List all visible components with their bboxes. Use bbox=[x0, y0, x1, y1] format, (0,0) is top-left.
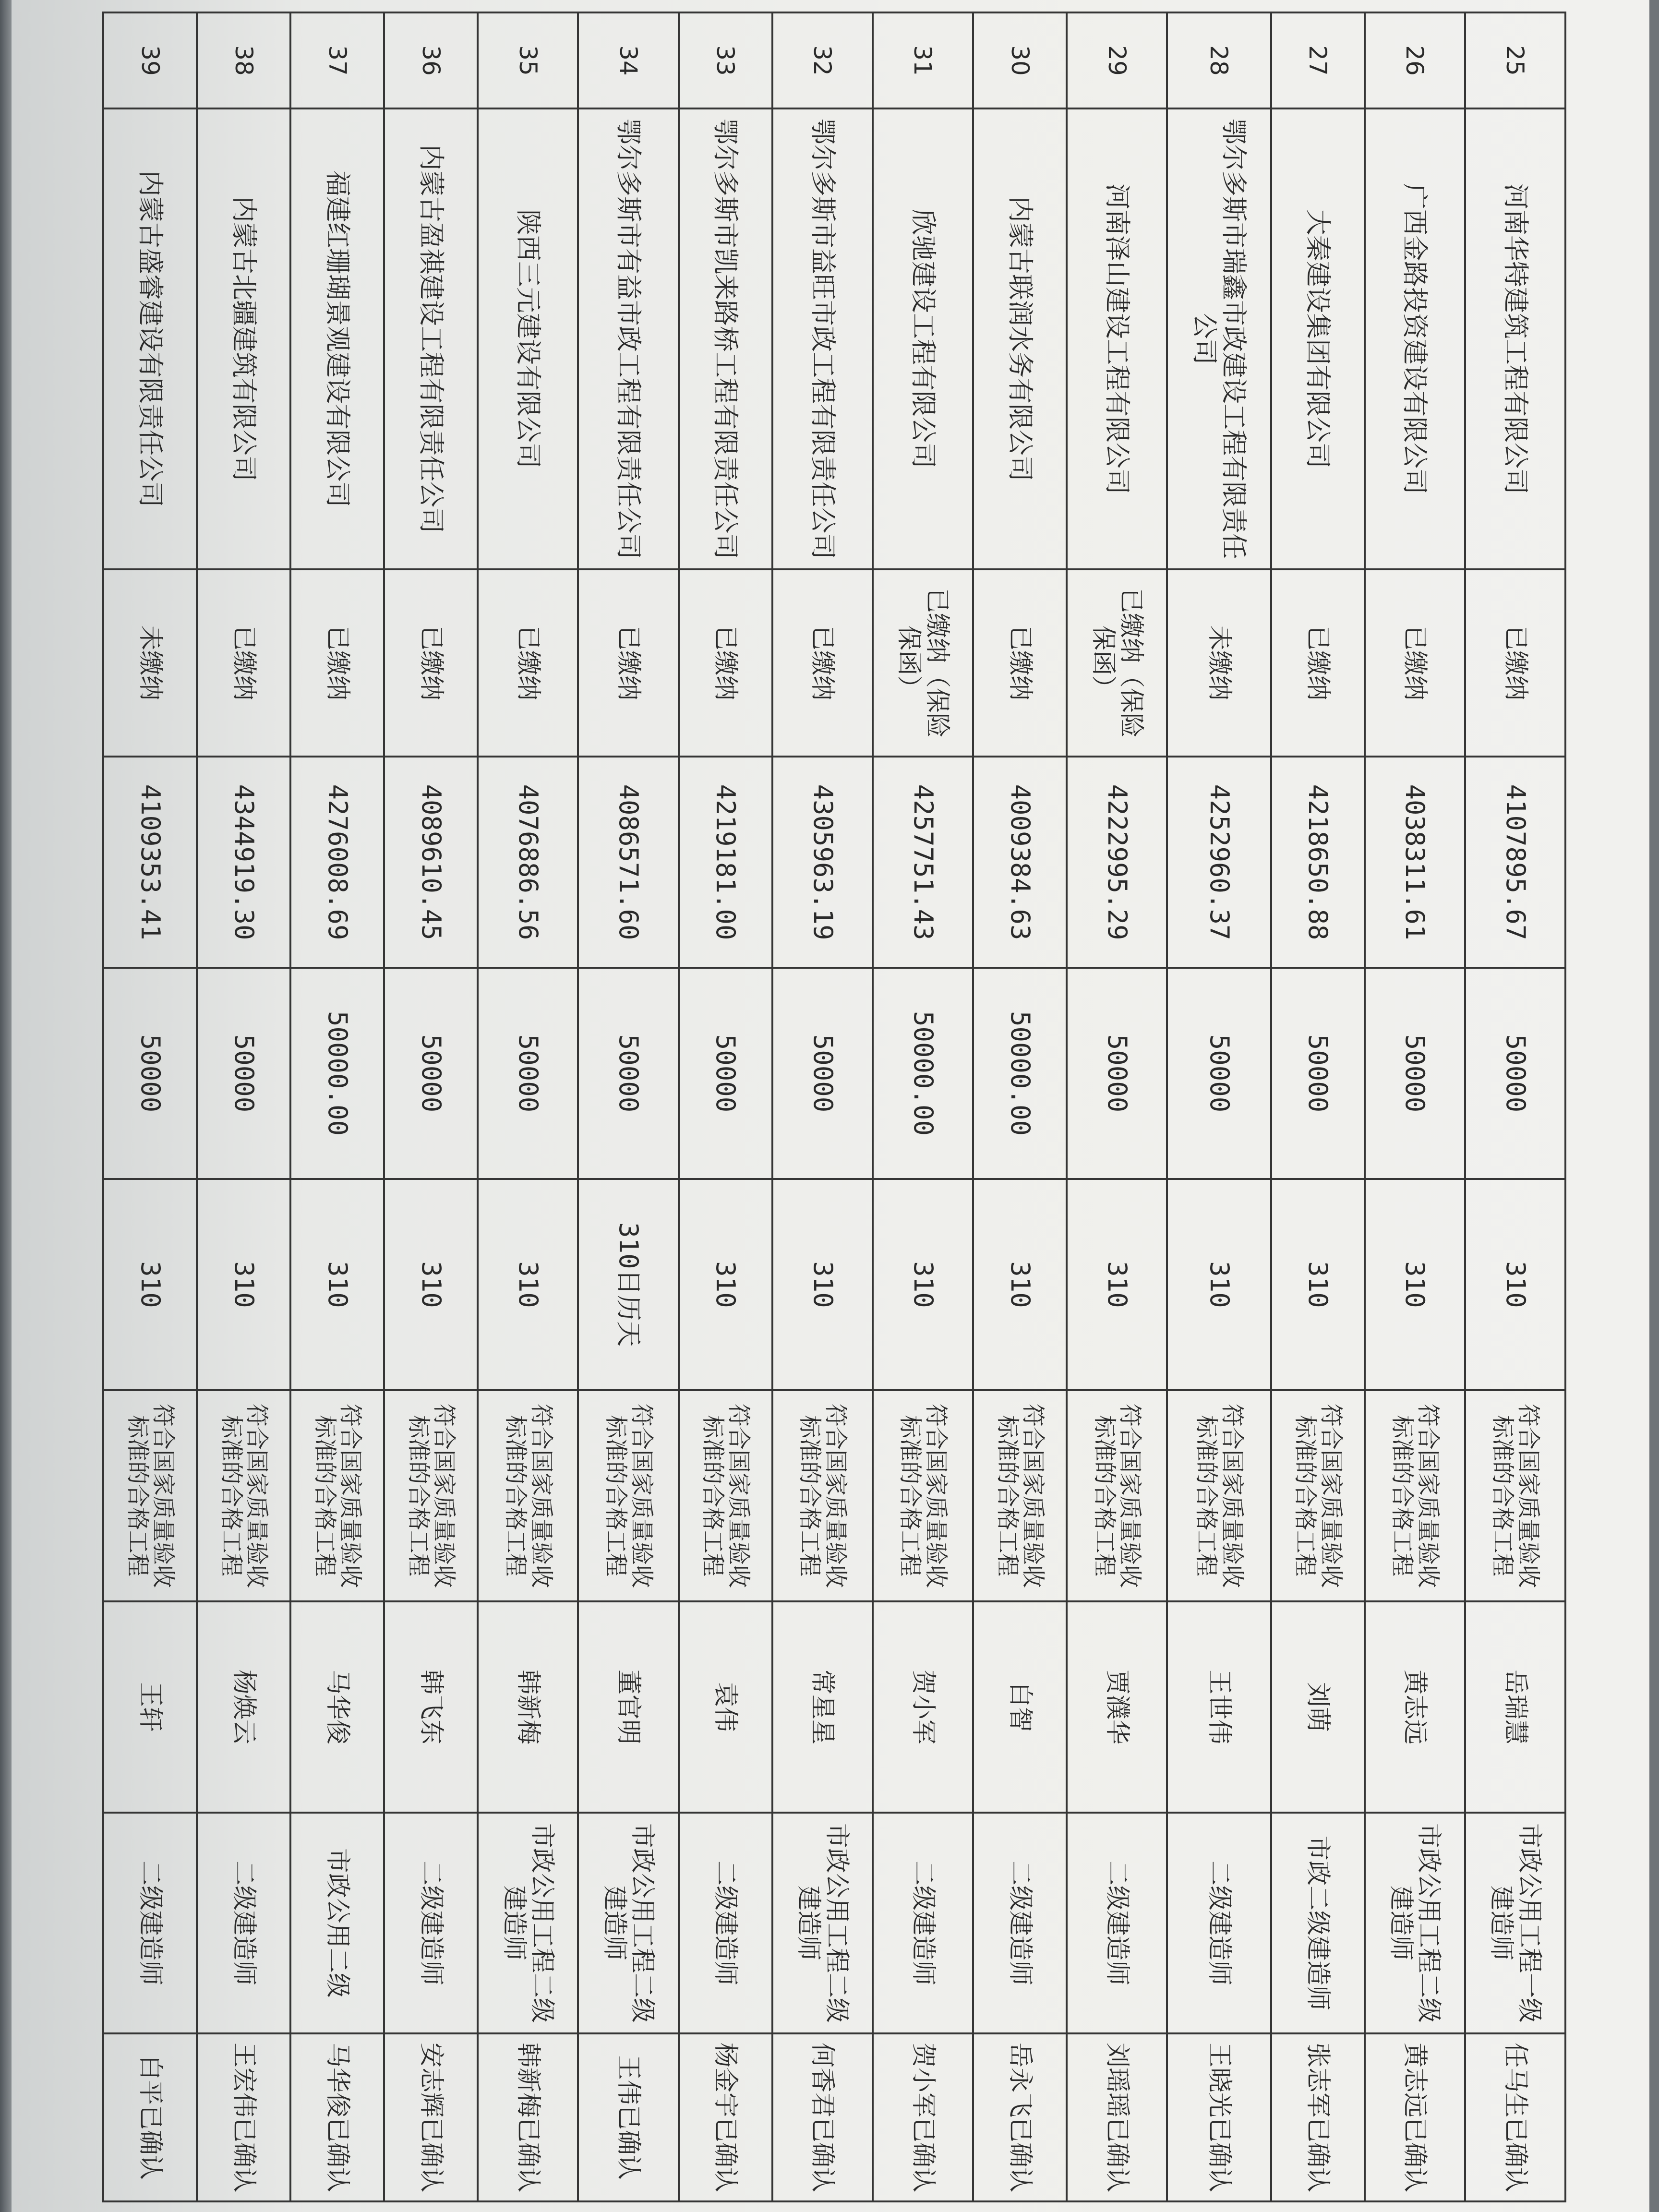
table-row bbox=[1067, 12, 1167, 2201]
manager-qualification: 市政公用二级 bbox=[290, 1813, 384, 2033]
quality-standard: 符合国家质量验收标准的合格工程 bbox=[772, 1390, 873, 1601]
project-manager: 贺小军 bbox=[873, 1601, 973, 1813]
quality-standard: 符合国家质量验收标准的合格工程 bbox=[578, 1390, 678, 1601]
company-name: 内蒙古北疆建筑有限公司 bbox=[197, 108, 290, 569]
company-name: 内蒙古盛睿建设有限责任公司 bbox=[103, 108, 197, 569]
deposit-payment-status: 已缴纳 bbox=[384, 569, 478, 757]
quality-standard: 符合国家质量验收标准的合格工程 bbox=[1271, 1390, 1365, 1601]
deposit-amount: 50000 bbox=[384, 968, 478, 1179]
table-row bbox=[873, 12, 973, 2201]
manager-qualification: 二级建造师 bbox=[873, 1813, 973, 2033]
company-name: 河南泽山建设工程有限公司 bbox=[1067, 108, 1167, 569]
confirmation: 黄志远已确认 bbox=[1365, 2033, 1465, 2201]
project-manager: 王世伟 bbox=[1167, 1601, 1271, 1813]
deposit-payment-status: 已缴纳 bbox=[478, 569, 578, 757]
table-row bbox=[1167, 12, 1271, 2201]
company-name: 福建红珊瑚景观建设有限公司 bbox=[290, 108, 384, 569]
construction-days: 310 bbox=[1067, 1179, 1167, 1390]
deposit-amount: 50000.00 bbox=[973, 968, 1067, 1179]
construction-days: 310 bbox=[772, 1179, 873, 1390]
bid-price: 4009384.63 bbox=[973, 757, 1067, 968]
table-row bbox=[679, 12, 772, 2201]
construction-days: 310 bbox=[290, 1179, 384, 1390]
table-row bbox=[578, 12, 678, 2201]
bid-results-table-rotated bbox=[102, 12, 1566, 2200]
construction-days: 310 bbox=[1167, 1179, 1271, 1390]
manager-qualification: 二级建造师 bbox=[103, 1813, 197, 2033]
confirmation: 安志辉已确认 bbox=[384, 2033, 478, 2201]
confirmation: 张志军已确认 bbox=[1271, 2033, 1365, 2201]
quality-standard: 符合国家质量验收标准的合格工程 bbox=[1167, 1390, 1271, 1601]
project-manager: 杨焕云 bbox=[197, 1601, 290, 1813]
deposit-amount: 50000.00 bbox=[290, 968, 384, 1179]
table-row bbox=[478, 12, 578, 2201]
construction-days: 310 bbox=[1271, 1179, 1365, 1390]
quality-standard: 符合国家质量验收标准的合格工程 bbox=[197, 1390, 290, 1601]
manager-qualification: 市政公用工程二级建造师 bbox=[478, 1813, 578, 2033]
manager-qualification: 二级建造师 bbox=[679, 1813, 772, 2033]
deposit-amount: 50000 bbox=[1271, 968, 1365, 1179]
row-number: 35 bbox=[478, 12, 578, 108]
confirmation: 王宏伟已确认 bbox=[197, 2033, 290, 2201]
deposit-payment-status: 已缴纳 bbox=[772, 569, 873, 757]
table-row bbox=[384, 12, 478, 2201]
quality-standard: 符合国家质量验收标准的合格工程 bbox=[478, 1390, 578, 1601]
construction-days: 310 bbox=[103, 1179, 197, 1390]
confirmation: 贺小军已确认 bbox=[873, 2033, 973, 2201]
deposit-payment-status: 已缴纳 bbox=[1365, 569, 1465, 757]
project-manager: 刘萌 bbox=[1271, 1601, 1365, 1813]
quality-standard: 符合国家质量验收标准的合格工程 bbox=[1067, 1390, 1167, 1601]
quality-standard: 符合国家质量验收标准的合格工程 bbox=[384, 1390, 478, 1601]
construction-days: 310 bbox=[873, 1179, 973, 1390]
construction-days: 310日历天 bbox=[578, 1179, 678, 1390]
quality-standard: 符合国家质量验收标准的合格工程 bbox=[973, 1390, 1067, 1601]
confirmation: 何香君已确认 bbox=[772, 2033, 873, 2201]
bid-price: 4038311.61 bbox=[1365, 757, 1465, 968]
company-name: 内蒙古联润水务有限公司 bbox=[973, 108, 1067, 569]
row-number: 32 bbox=[772, 12, 873, 108]
project-manager: 贾濮华 bbox=[1067, 1601, 1167, 1813]
bid-results-table bbox=[102, 12, 1566, 2202]
company-name: 河南华特建筑工程有限公司 bbox=[1465, 108, 1565, 569]
row-number: 28 bbox=[1167, 12, 1271, 108]
deposit-payment-status: 已缴纳（保险保函） bbox=[1067, 569, 1167, 757]
deposit-payment-status: 已缴纳 bbox=[1271, 569, 1365, 757]
row-number: 29 bbox=[1067, 12, 1167, 108]
project-manager: 董官明 bbox=[578, 1601, 678, 1813]
construction-days: 310 bbox=[197, 1179, 290, 1390]
project-manager: 韩新梅 bbox=[478, 1601, 578, 1813]
deposit-payment-status: 已缴纳 bbox=[197, 569, 290, 757]
deposit-amount: 50000 bbox=[1067, 968, 1167, 1179]
bid-price: 4076886.56 bbox=[478, 757, 578, 968]
desk-edge-shadow bbox=[0, 0, 12, 2212]
row-number: 39 bbox=[103, 12, 197, 108]
deposit-amount: 50000 bbox=[772, 968, 873, 1179]
construction-days: 310 bbox=[973, 1179, 1067, 1390]
construction-days: 310 bbox=[478, 1179, 578, 1390]
project-manager: 王轩 bbox=[103, 1601, 197, 1813]
row-number: 38 bbox=[197, 12, 290, 108]
deposit-amount: 50000 bbox=[1167, 968, 1271, 1179]
bid-price: 4344919.30 bbox=[197, 757, 290, 968]
table-row bbox=[973, 12, 1067, 2201]
deposit-payment-status: 已缴纳（保险保函） bbox=[873, 569, 973, 757]
quality-standard: 符合国家质量验收标准的合格工程 bbox=[1465, 1390, 1565, 1601]
row-number: 34 bbox=[578, 12, 678, 108]
row-number: 37 bbox=[290, 12, 384, 108]
deposit-amount: 50000 bbox=[578, 968, 678, 1179]
manager-qualification: 市政公用工程二级建造师 bbox=[772, 1813, 873, 2033]
deposit-amount: 50000 bbox=[679, 968, 772, 1179]
construction-days: 310 bbox=[679, 1179, 772, 1390]
construction-days: 310 bbox=[1465, 1179, 1565, 1390]
table-row bbox=[1365, 12, 1465, 2201]
manager-qualification: 市政公用工程二级建造师 bbox=[578, 1813, 678, 2033]
deposit-amount: 50000 bbox=[478, 968, 578, 1179]
quality-standard: 符合国家质量验收标准的合格工程 bbox=[1365, 1390, 1465, 1601]
bid-price: 4252960.37 bbox=[1167, 757, 1271, 968]
construction-days: 310 bbox=[1365, 1179, 1465, 1390]
table-body bbox=[103, 12, 1565, 2201]
company-name: 鄂尔多斯市瑞鑫市政建设工程有限责任公司 bbox=[1167, 108, 1271, 569]
confirmation: 韩新梅已确认 bbox=[478, 2033, 578, 2201]
row-number: 33 bbox=[679, 12, 772, 108]
bid-price: 4219181.00 bbox=[679, 757, 772, 968]
deposit-amount: 50000 bbox=[197, 968, 290, 1179]
project-manager: 白智 bbox=[973, 1601, 1067, 1813]
company-name: 鄂尔多斯市凯来路桥工程有限责任公司 bbox=[679, 108, 772, 569]
confirmation: 王伟已确认 bbox=[578, 2033, 678, 2201]
deposit-payment-status: 已缴纳 bbox=[679, 569, 772, 757]
bid-price: 4276008.69 bbox=[290, 757, 384, 968]
manager-qualification: 二级建造师 bbox=[973, 1813, 1067, 2033]
project-manager: 袁伟 bbox=[679, 1601, 772, 1813]
quality-standard: 符合国家质量验收标准的合格工程 bbox=[873, 1390, 973, 1601]
deposit-payment-status: 未缴纳 bbox=[1167, 569, 1271, 757]
bid-price: 4305963.19 bbox=[772, 757, 873, 968]
confirmation: 任马生已确认 bbox=[1465, 2033, 1565, 2201]
bid-price: 4089610.45 bbox=[384, 757, 478, 968]
manager-qualification: 市政公用工程一级建造师 bbox=[1465, 1813, 1565, 2033]
project-manager: 马华俊 bbox=[290, 1601, 384, 1813]
quality-standard: 符合国家质量验收标准的合格工程 bbox=[679, 1390, 772, 1601]
table-row bbox=[1465, 12, 1565, 2201]
deposit-amount: 50000 bbox=[1365, 968, 1465, 1179]
deposit-payment-status: 已缴纳 bbox=[290, 569, 384, 757]
confirmation: 王晓光已确认 bbox=[1167, 2033, 1271, 2201]
construction-days: 310 bbox=[384, 1179, 478, 1390]
project-manager: 黄志远 bbox=[1365, 1601, 1465, 1813]
deposit-amount: 50000 bbox=[1465, 968, 1565, 1179]
company-name: 欣驰建设工程有限公司 bbox=[873, 108, 973, 569]
table-row bbox=[1271, 12, 1365, 2201]
row-number: 36 bbox=[384, 12, 478, 108]
manager-qualification: 二级建造师 bbox=[384, 1813, 478, 2033]
table-row bbox=[290, 12, 384, 2201]
deposit-amount: 50000 bbox=[103, 968, 197, 1179]
manager-qualification: 二级建造师 bbox=[1167, 1813, 1271, 2033]
row-number: 27 bbox=[1271, 12, 1365, 108]
confirmation: 杨金宇已确认 bbox=[679, 2033, 772, 2201]
project-manager: 岳瑞慧 bbox=[1465, 1601, 1565, 1813]
quality-standard: 符合国家质量验收标准的合格工程 bbox=[290, 1390, 384, 1601]
company-name: 鄂尔多斯市有益市政工程有限责任公司 bbox=[578, 108, 678, 569]
deposit-payment-status: 未缴纳 bbox=[103, 569, 197, 757]
deposit-payment-status: 已缴纳 bbox=[578, 569, 678, 757]
table-row bbox=[197, 12, 290, 2201]
company-name: 陕西三元建设有限公司 bbox=[478, 108, 578, 569]
quality-standard: 符合国家质量验收标准的合格工程 bbox=[103, 1390, 197, 1601]
project-manager: 韩飞东 bbox=[384, 1601, 478, 1813]
manager-qualification: 市政公用工程二级建造师 bbox=[1365, 1813, 1465, 2033]
confirmation: 马华俊已确认 bbox=[290, 2033, 384, 2201]
bid-price: 4257751.43 bbox=[873, 757, 973, 968]
row-number: 26 bbox=[1365, 12, 1465, 108]
bid-price: 4107895.67 bbox=[1465, 757, 1565, 968]
company-name: 鄂尔多斯市益旺市政工程有限责任公司 bbox=[772, 108, 873, 569]
deposit-payment-status: 已缴纳 bbox=[973, 569, 1067, 757]
confirmation: 岳永飞已确认 bbox=[973, 2033, 1067, 2201]
confirmation: 白平已确认 bbox=[103, 2033, 197, 2201]
table-row bbox=[103, 12, 197, 2201]
table-row bbox=[772, 12, 873, 2201]
company-name: 广西金路投资建设有限公司 bbox=[1365, 108, 1465, 569]
bid-price: 4109353.41 bbox=[103, 757, 197, 968]
bid-price: 4218650.88 bbox=[1271, 757, 1365, 968]
deposit-amount: 50000.00 bbox=[873, 968, 973, 1179]
row-number: 25 bbox=[1465, 12, 1565, 108]
bid-price: 4222995.29 bbox=[1067, 757, 1167, 968]
manager-qualification: 二级建造师 bbox=[1067, 1813, 1167, 2033]
bid-price: 4086571.60 bbox=[578, 757, 678, 968]
manager-qualification: 市政二级建造师 bbox=[1271, 1813, 1365, 2033]
confirmation: 刘瑶瑶已确认 bbox=[1067, 2033, 1167, 2201]
company-name: 大秦建设集团有限公司 bbox=[1271, 108, 1365, 569]
manager-qualification: 二级建造师 bbox=[197, 1813, 290, 2033]
company-name: 内蒙古盈祺建设工程有限责任公司 bbox=[384, 108, 478, 569]
project-manager: 常星星 bbox=[772, 1601, 873, 1813]
deposit-payment-status: 已缴纳 bbox=[1465, 569, 1565, 757]
row-number: 31 bbox=[873, 12, 973, 108]
row-number: 30 bbox=[973, 12, 1067, 108]
